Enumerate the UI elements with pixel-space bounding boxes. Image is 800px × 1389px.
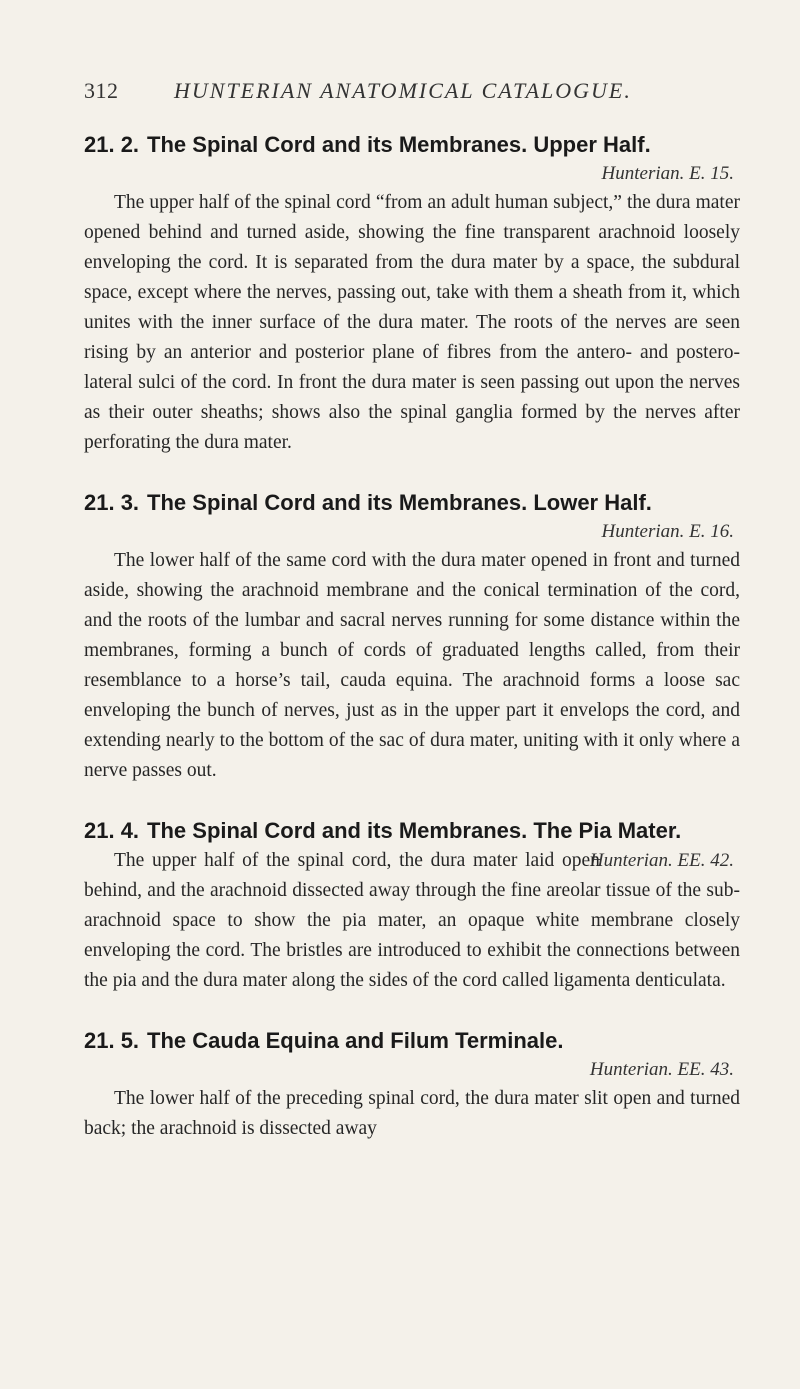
- entry-heading: [84, 488, 740, 518]
- page-number: 312: [84, 78, 119, 103]
- specimen-reference: Hunterian. EE. 43.: [589, 1059, 734, 1080]
- entry-number: 21. 3.: [84, 490, 140, 515]
- entry-title: The Spinal Cord and its Membranes. The Pia Mater.: [147, 818, 682, 843]
- catalogue-entry: [84, 488, 740, 786]
- specimen-reference: Hunterian. EE. 42.: [589, 850, 734, 871]
- running-title: HUNTERIAN ANATOMICAL CATALOGUE.: [174, 78, 632, 103]
- specimen-reference: Hunterian. E. 16.: [601, 521, 734, 542]
- running-head: [84, 78, 740, 104]
- entry-description: The upper half of the spinal cord “from an adult human subject,” the dura mater opened behind and turned aside, showing the fine transparent arachnoid loosely enveloping the cord. It is separated from the dura mater by a space, the subdural space, except where the nerves, passing out, take with them a sheath from it, which unites with the inner surface of the dura mater. The roots of the nerves are seen rising by an anterior and posterior plane of fibres from the antero- and postero-lateral sulci of the cord. In front the dura mater is seen passing out upon the nerves as their outer sheaths; shows also the spinal ganglia formed by the nerves after perforating the dura mater.: [84, 192, 740, 453]
- entry-number: 21. 2.: [84, 132, 140, 157]
- entry-number: 21. 5.: [84, 1028, 140, 1053]
- entry-description: The lower half of the preceding spinal cord, the dura mater slit open and turned back; the arachnoid is dissected away: [84, 1088, 740, 1139]
- catalogue-entry: [84, 1026, 740, 1144]
- entry-description: The lower half of the same cord with the dura mater opened in front and turned aside, showing the arachnoid membrane and the conical termination of the cord, and the roots of the lumbar and sacral nerves running for some distance within the membranes, forming a bunch of cords of graduated lengths called, from their resemblance to a horse’s tail, cauda equina. The arachnoid forms a loose sac enveloping the bunch of nerves, just as in the upper part it envelops the cord, and extending nearly to the bottom of the sac of dura mater, uniting with it only where a nerve passes out.: [84, 550, 740, 781]
- entry-description: The upper half of the spinal cord, the dura mater laid open behind, and the arachnoid dissected away through the fine areolar tissue of the sub-arachnoid space to show the pia mater, an opaque white membrane closely enveloping the cord. The bristles are introduced to exhibit the connections between the pia and the dura mater along the sides of the cord called ligamenta denticulata.: [84, 850, 740, 991]
- entry-heading: [84, 1026, 740, 1056]
- entry-title: The Cauda Equina and Filum Terminale.: [147, 1028, 564, 1053]
- entry-title: The Spinal Cord and its Membranes. Lower Half.: [147, 490, 652, 515]
- catalogue-entry: [84, 816, 740, 996]
- entry-number: 21. 4.: [84, 818, 140, 843]
- catalogue-entry: [84, 130, 740, 458]
- entry-heading: [84, 816, 740, 871]
- entry-heading: [84, 130, 740, 160]
- entry-title: The Spinal Cord and its Membranes. Upper Half.: [147, 132, 651, 157]
- specimen-reference: Hunterian. E. 15.: [601, 163, 734, 184]
